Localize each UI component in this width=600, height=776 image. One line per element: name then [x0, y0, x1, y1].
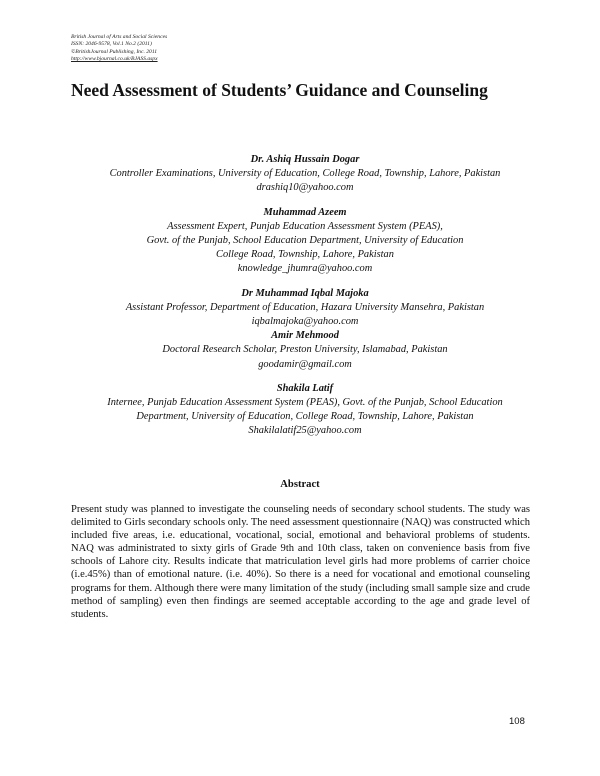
author-affiliation: Department, University of Education, College Road, Township, Lahore, Pakistan	[136, 411, 474, 423]
author-affiliation: College Road, Township, Lahore, Pakistan	[216, 249, 394, 261]
author-name: Dr Muhammad Iqbal Majoka	[241, 287, 369, 299]
journal-name: British Journal of Arts and Social Sciences	[71, 34, 168, 40]
author-email: goodamir@gmail.com	[258, 358, 352, 370]
journal-header	[71, 34, 167, 63]
author-name: Shakila Latif	[276, 382, 334, 394]
author-list	[40, 153, 570, 439]
author-email: knowledge_jhumra@yahoo.com	[237, 263, 373, 275]
page-number: 108	[509, 716, 525, 727]
author-affiliation: Internee, Punjab Education Assessment System (PEAS), Govt. of the Punjab, School Education	[107, 397, 503, 409]
journal-issn: ISSN: 2046-9578, Vol.1 No.2 (2011)	[71, 41, 152, 48]
author-affiliation: Doctoral Research Scholar, Preston University, Islamabad, Pakistan	[162, 344, 448, 356]
author-email: drashiq10@yahoo.com	[256, 182, 354, 194]
abstract-heading: Abstract	[280, 479, 320, 490]
journal-copyright: ©BritishJournal Publishing, Inc. 2011	[71, 48, 158, 55]
author-name: Amir Mehmood	[271, 330, 339, 342]
journal-url-link[interactable]: http://www.bjournal.co.uk/BJASS.aspx	[71, 55, 158, 62]
author-email: Shakilalatif25@yahoo.com	[248, 425, 362, 437]
author-email: iqbalmajoka@yahoo.com	[251, 316, 359, 328]
author-name: Muhammad Azeem	[263, 206, 347, 218]
abstract-body: Present study was planned to investigate the counseling needs of secondary school students. The study was delimited to Girls secondary schools only. The need assessment questionnaire (NAQ) was constructed which included five areas, i.e. educational, vocational, social, emotional and behavioral problems of students. NAQ was administrated to sixty girls of Grade 9th and 10th class, taken on convenience basis from five schools of Lahore city. Results indicate that matriculation level girls had more problems of carrier choice (i.e.45%) than of emotional nature. (i.e. 40%). So there is a need for vocational and emotional counseling programs for them. Although there were many limitation of the study (including small sample size and crude method of sampling) even then findings are seemed acceptable according to the age and grade level of students.	[71, 504, 530, 620]
author-name: Dr. Ashiq Hussain Dogar	[250, 154, 360, 165]
author-affiliation: Controller Examinations, University of Education, College Road, Township, Lahore, Pakistan	[109, 168, 501, 180]
author-affiliation: Govt. of the Punjab, School Education Department, University of Education	[146, 235, 464, 247]
author-affiliation: Assessment Expert, Punjab Education Assessment System (PEAS),	[167, 220, 443, 232]
author-affiliation: Assistant Professor, Department of Education, Hazara University Mansehra, Pakistan	[125, 301, 485, 313]
paper-title: Need Assessment of Students’ Guidance and Counseling	[71, 80, 488, 100]
